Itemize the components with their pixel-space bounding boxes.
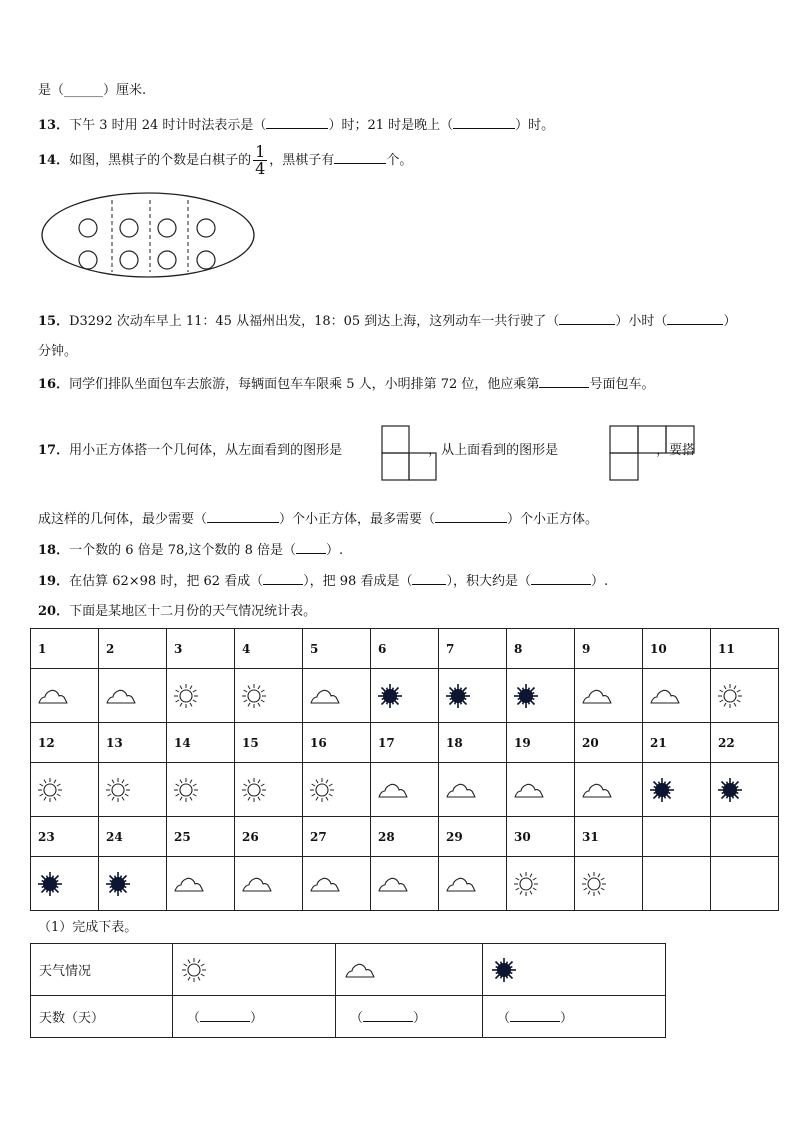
cloud-icon	[241, 874, 273, 894]
sun-icon	[181, 957, 207, 983]
weather-cell	[31, 669, 99, 723]
answer-blank[interactable]	[539, 374, 589, 388]
day-cell: 8	[507, 629, 575, 669]
answer-blank[interactable]	[263, 571, 303, 585]
cloud-icon	[309, 874, 341, 894]
day-cell: 14	[167, 723, 235, 763]
day-cell: 19	[507, 723, 575, 763]
weather-icon-row	[31, 857, 779, 911]
day-number-row	[31, 817, 779, 857]
answer-blank[interactable]	[435, 509, 507, 523]
day-cell	[711, 817, 779, 857]
snowflake-icon	[37, 871, 63, 897]
weather-table	[30, 628, 779, 911]
weather-cell	[235, 857, 303, 911]
cloud-icon	[309, 686, 341, 706]
day-cell: 13	[99, 723, 167, 763]
cloud-icon	[105, 686, 137, 706]
weather-cell	[371, 857, 439, 911]
weather-cell	[303, 857, 371, 911]
day-cell: 9	[575, 629, 643, 669]
weather-cell	[711, 857, 779, 911]
cloud-icon	[377, 874, 409, 894]
weather-label: 天气情况	[31, 944, 173, 996]
day-cell: 20	[575, 723, 643, 763]
weather-cell	[643, 857, 711, 911]
sunny-header	[173, 944, 336, 996]
day-cell: 16	[303, 723, 371, 763]
snowflake-icon	[445, 683, 471, 709]
day-number-row	[31, 723, 779, 763]
day-number-row	[31, 629, 779, 669]
weather-cell	[643, 763, 711, 817]
day-cell: 3	[167, 629, 235, 669]
cloud-icon	[173, 874, 205, 894]
weather-cell	[31, 857, 99, 911]
question-17-line2: 成这样的几何体，最少需要（ ）个小正方体，最多需要（ ）个小正方体。	[38, 509, 598, 529]
weather-cell	[711, 763, 779, 817]
sun-icon	[105, 777, 131, 803]
day-cell: 17	[371, 723, 439, 763]
sun-icon	[717, 683, 743, 709]
sun-icon	[173, 683, 199, 709]
day-cell: 15	[235, 723, 303, 763]
weather-cell	[167, 669, 235, 723]
cloudy-count-cell[interactable]: （ ）	[336, 996, 483, 1038]
snowflake-icon	[377, 683, 403, 709]
question-20: 20．下面是某地区十二月份的天气情况统计表。	[38, 604, 317, 619]
weather-cell	[371, 669, 439, 723]
question-17: 17．用小正方体搭一个几何体，从左面看到的图形是 ，从上面看到的图形是 ，要搭	[38, 443, 696, 458]
day-cell: 18	[439, 723, 507, 763]
weather-cell	[303, 763, 371, 817]
question-18: 18．一个数的 6 倍是 78,这个数的 8 倍是（ ）.	[38, 540, 343, 560]
answer-blank[interactable]	[296, 540, 326, 554]
answer-blank[interactable]	[334, 150, 386, 164]
weather-cell	[575, 669, 643, 723]
day-cell: 5	[303, 629, 371, 669]
weather-cell	[99, 857, 167, 911]
day-cell: 7	[439, 629, 507, 669]
sun-icon	[309, 777, 335, 803]
q12-tail: 是（______）厘米.	[38, 83, 147, 98]
weather-cell	[575, 857, 643, 911]
day-cell: 2	[99, 629, 167, 669]
snowflake-icon	[513, 683, 539, 709]
answer-blank[interactable]	[200, 1008, 250, 1022]
answer-blank[interactable]	[453, 115, 515, 129]
day-cell: 1	[31, 629, 99, 669]
weather-cell	[303, 669, 371, 723]
cloud-icon	[445, 874, 477, 894]
weather-cell	[575, 763, 643, 817]
cloud-icon	[377, 780, 409, 800]
snowflake-icon	[491, 957, 517, 983]
cloud-icon	[37, 686, 69, 706]
day-cell: 12	[31, 723, 99, 763]
day-cell: 25	[167, 817, 235, 857]
top-view-figure	[608, 424, 698, 484]
sun-icon	[513, 871, 539, 897]
day-cell: 31	[575, 817, 643, 857]
fraction-one-quarter: $\frac{1}{4}$	[255, 142, 266, 178]
sun-icon	[37, 777, 63, 803]
cloudy-header	[336, 944, 483, 996]
weather-cell	[99, 763, 167, 817]
question-13: 13．下午 3 时用 24 时计时法表示是（ ）时；21 时是晚上（ ）时。	[38, 115, 554, 135]
day-cell	[643, 817, 711, 857]
weather-cell	[371, 763, 439, 817]
answer-blank[interactable]	[531, 571, 591, 585]
snowflake-icon	[717, 777, 743, 803]
weather-cell	[711, 669, 779, 723]
day-cell: 27	[303, 817, 371, 857]
weather-cell	[235, 669, 303, 723]
sun-icon	[241, 683, 267, 709]
weather-cell	[507, 857, 575, 911]
day-cell: 6	[371, 629, 439, 669]
sun-icon	[173, 777, 199, 803]
day-cell: 23	[31, 817, 99, 857]
count-table	[30, 943, 666, 1038]
cloud-icon	[344, 960, 376, 980]
weather-cell	[99, 669, 167, 723]
day-cell: 29	[439, 817, 507, 857]
cloud-icon	[445, 780, 477, 800]
question-14: 14．如图，黑棋子的个数是白棋子的 $\frac{1}{4}$ ，黑棋子有 个。	[38, 142, 413, 178]
day-cell: 24	[99, 817, 167, 857]
question-15-line2: 分钟。	[38, 344, 78, 359]
answer-blank[interactable]	[667, 311, 723, 325]
day-cell: 26	[235, 817, 303, 857]
day-cell: 4	[235, 629, 303, 669]
question-15: 15．D3292 次动车早上 11：45 从福州出发，18：05 到达上海，这列动车一共行驶了（ ）小时（ ）	[38, 311, 736, 331]
question-16: 16．同学们排队坐面包车去旅游，每辆面包车车限乘 5 人，小明排第 72 位，他应乘第 号面包车。	[38, 374, 654, 394]
weather-cell	[167, 857, 235, 911]
sun-icon	[241, 777, 267, 803]
weather-cell	[507, 763, 575, 817]
cloud-icon	[581, 780, 613, 800]
weather-cell	[31, 763, 99, 817]
day-cell: 30	[507, 817, 575, 857]
answer-blank[interactable]	[207, 509, 279, 523]
weather-cell	[235, 763, 303, 817]
weather-icon-row	[31, 669, 779, 723]
snowflake-icon	[105, 871, 131, 897]
day-cell: 21	[643, 723, 711, 763]
day-cell: 11	[711, 629, 779, 669]
weather-cell	[507, 669, 575, 723]
cloud-icon	[581, 686, 613, 706]
answer-blank[interactable]	[412, 571, 446, 585]
day-cell: 22	[711, 723, 779, 763]
day-cell: 28	[371, 817, 439, 857]
snow-header	[483, 944, 666, 996]
weather-cell	[439, 669, 507, 723]
question-19: 19．在估算 62×98 时，把 62 看成（ ），把 98 看成是（ ），积大约是（ ）.	[38, 571, 608, 591]
cloud-icon	[513, 780, 545, 800]
answer-blank[interactable]	[510, 1008, 560, 1022]
days-label: 天数（天）	[31, 996, 173, 1038]
sunny-count-cell[interactable]: （ ）	[173, 996, 336, 1038]
left-view-figure	[380, 424, 440, 484]
weather-icon-row	[31, 763, 779, 817]
cloud-icon	[649, 686, 681, 706]
sun-icon	[581, 871, 607, 897]
weather-cell	[439, 857, 507, 911]
sub-question-1: （1）完成下表。	[38, 920, 138, 935]
chess-pieces-figure	[40, 190, 260, 280]
weather-cell	[643, 669, 711, 723]
snow-count-cell[interactable]: （ ）	[483, 996, 666, 1038]
answer-blank[interactable]	[266, 115, 328, 129]
answer-blank[interactable]	[559, 311, 615, 325]
answer-blank[interactable]	[363, 1008, 413, 1022]
snowflake-icon	[649, 777, 675, 803]
weather-cell	[167, 763, 235, 817]
day-cell: 10	[643, 629, 711, 669]
weather-cell	[439, 763, 507, 817]
